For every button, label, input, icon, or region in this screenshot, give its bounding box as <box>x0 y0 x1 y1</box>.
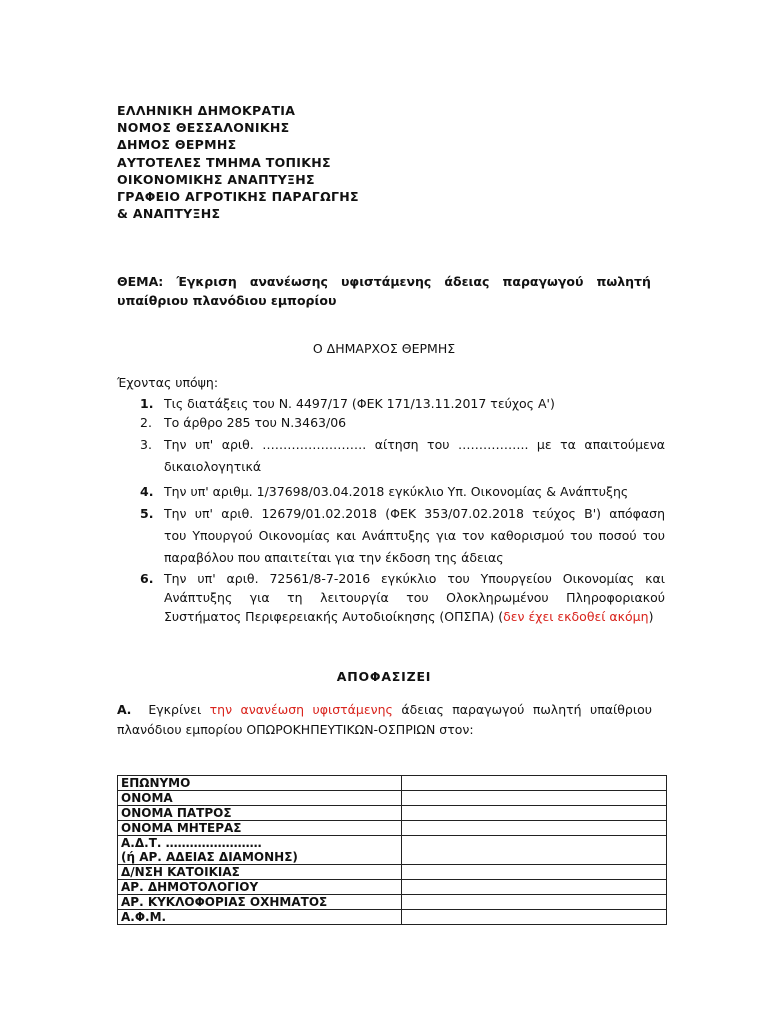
decision-text: Εγκρίνει <box>148 702 202 717</box>
item-text: Συστήματος Περιφερειακής Αυτοδιοίκησης (ΟΠΣΠΑ) ( <box>164 609 504 624</box>
row-value <box>402 821 667 836</box>
list-item <box>117 412 665 434</box>
subject-word: παραγωγού <box>502 274 584 289</box>
subject-word: άδειας <box>444 274 490 289</box>
item-number: 6. <box>140 571 154 586</box>
row-label: ΕΠΩΝΥΜΟ <box>118 776 402 791</box>
subject-line-2: υπαίθριου πλανόδιου εμπορίου <box>117 293 337 308</box>
table-row <box>118 776 667 791</box>
item-number: 1. <box>140 396 154 411</box>
row-value <box>402 806 667 821</box>
list-item <box>117 434 665 478</box>
subject <box>117 272 651 310</box>
header-line: ΝΟΜΟΣ ΘΕΣΣΑΛΟΝΙΚΗΣ <box>117 120 290 136</box>
item-text: του Υπουργού Οικονομίας και Ανάπτυξης για τον καθορισμού του ποσού του <box>164 528 665 543</box>
table-row <box>118 791 667 806</box>
header-line: & ΑΝΑΠΤΥΞΗΣ <box>117 206 221 222</box>
row-label: ΑΡ. ΚΥΚΛΟΦΟΡΙΑΣ ΟΧΗΜΑΤΟΣ <box>118 895 402 910</box>
row-value <box>402 910 667 925</box>
item-text: Την υπ' αριθ. 72561/8-7-2016 εγκύκλιο του Υπουργείου Οικονομίας και <box>164 571 665 586</box>
row-label: ΑΡ. ΔΗΜΟΤΟΛΟΓΙΟΥ <box>118 880 402 895</box>
item-text: Το άρθρο 285 του Ν.3463/06 <box>164 415 347 430</box>
decision-a-line-1 <box>117 700 652 720</box>
header-line: ΑΥΤΟΤΕΛΕΣ ΤΜΗΜΑ ΤΟΠΙΚΗΣ <box>117 154 331 170</box>
row-value <box>402 865 667 880</box>
item-text-line-3 <box>164 607 665 626</box>
item-text: ) <box>648 609 654 624</box>
item-text: Την υπ' αριθ. 12679/01.02.2018 (ΦΕΚ 353/07.02.2018 τεύχος Β') απόφαση <box>164 506 665 521</box>
decision-a <box>117 700 652 740</box>
header-line: ΟΙΚΟΝΟΜΙΚΗΣ ΑΝΑΠΤΥΞΗΣ <box>117 171 315 187</box>
item-text: Ανάπτυξης για τη λειτουργία του Ολοκληρωμένου Πληροφοριακού <box>164 590 665 605</box>
row-label: ΟΝΟΜΑ ΠΑΤΡΟΣ <box>118 806 402 821</box>
table-row <box>118 895 667 910</box>
decides-heading: ΑΠΟΦΑΣΙΖΕΙ <box>336 669 432 684</box>
id-label: Α.Δ.Τ. …………………… <box>121 836 262 850</box>
row-value <box>402 895 667 910</box>
row-label: ΟΝΟΜΑ ΜΗΤΕΡΑΣ <box>118 821 402 836</box>
item-number: 4. <box>140 484 154 499</box>
table-row <box>118 865 667 880</box>
row-value <box>402 836 667 865</box>
row-label: Δ/ΝΣΗ ΚΑΤΟΙΚΙΑΣ <box>118 865 402 880</box>
subject-word: Έγκριση <box>176 274 237 289</box>
subject-word: πωλητή <box>596 274 651 289</box>
row-value <box>402 776 667 791</box>
row-label: Α.Φ.Μ. <box>118 910 402 925</box>
table-row <box>118 821 667 836</box>
item-text: Την υπ' αριθμ. 1/37698/03.04.2018 εγκύκλιο Υπ. Οικονομίας & Ανάπτυξης <box>164 484 629 499</box>
decision-a-line-2: πλανόδιου εμπορίου ΟΠΩΡΟΚΗΠΕΥΤΙΚΩΝ-ΟΣΠΡΙΩΝ στον: <box>117 722 474 737</box>
item-text: δικαιολογητικά <box>164 459 262 474</box>
header-line: ΓΡΑΦΕΙΟ ΑΓΡΟΤΙΚΗΣ ΠΑΡΑΓΩΓΗΣ <box>117 189 359 205</box>
list-item <box>117 503 665 569</box>
header-line: ΔΗΜΟΣ ΘΕΡΜΗΣ <box>117 137 237 153</box>
beneficiary-table <box>117 775 667 925</box>
row-value <box>402 791 667 806</box>
list-item <box>117 481 665 503</box>
list-item <box>117 569 665 626</box>
not-issued-note: δεν έχει εκδοθεί ακόμη <box>503 609 649 624</box>
table-row <box>118 910 667 925</box>
subject-word: ΘΕΜΑ: <box>117 274 164 289</box>
mayor-title: Ο ΔΗΜΑΡΧΟΣ ΘΕΡΜΗΣ <box>312 341 456 356</box>
row-value <box>402 880 667 895</box>
subject-word: υφιστάμενης <box>340 274 432 289</box>
header-line: ΕΛΛΗΝΙΚΗ ΔΗΜΟΚΡΑΤΙΑ <box>117 103 296 118</box>
item-number: 3. <box>140 437 152 452</box>
table-row <box>118 880 667 895</box>
decision-text: άδειας παραγωγού πωλητή υπαίθριου <box>401 702 652 717</box>
issuer-header <box>117 102 359 222</box>
row-label <box>118 836 402 865</box>
table-row <box>118 806 667 821</box>
subject-word: ανανέωσης <box>249 274 328 289</box>
subject-line-1 <box>117 272 651 291</box>
item-text: παραβόλου που απαιτείται για την έκδοση της άδειας <box>164 550 504 565</box>
decision-a-label: Α. <box>117 702 132 717</box>
residence-permit-label: (ή ΑΡ. ΑΔΕΙΑΣ ΔΙΑΜΟΝΗΣ) <box>121 850 298 864</box>
renewal-highlight: την ανανέωση υφιστάμενης <box>209 702 393 717</box>
item-number: 2. <box>140 415 152 430</box>
item-text: Τις διατάξεις του Ν. 4497/17 (ΦΕΚ 171/13.11.2017 τεύχος Α') <box>164 396 555 411</box>
item-text: Την υπ' αριθ. ……………………. αίτηση του …………….. με τα απαιτούμενα <box>164 437 665 452</box>
table-row <box>118 836 667 865</box>
considerations-list <box>117 393 665 626</box>
having-regard-label: Έχοντας υπόψη: <box>117 375 219 390</box>
row-label: ΟΝΟΜΑ <box>118 791 402 806</box>
item-number: 5. <box>140 506 154 521</box>
